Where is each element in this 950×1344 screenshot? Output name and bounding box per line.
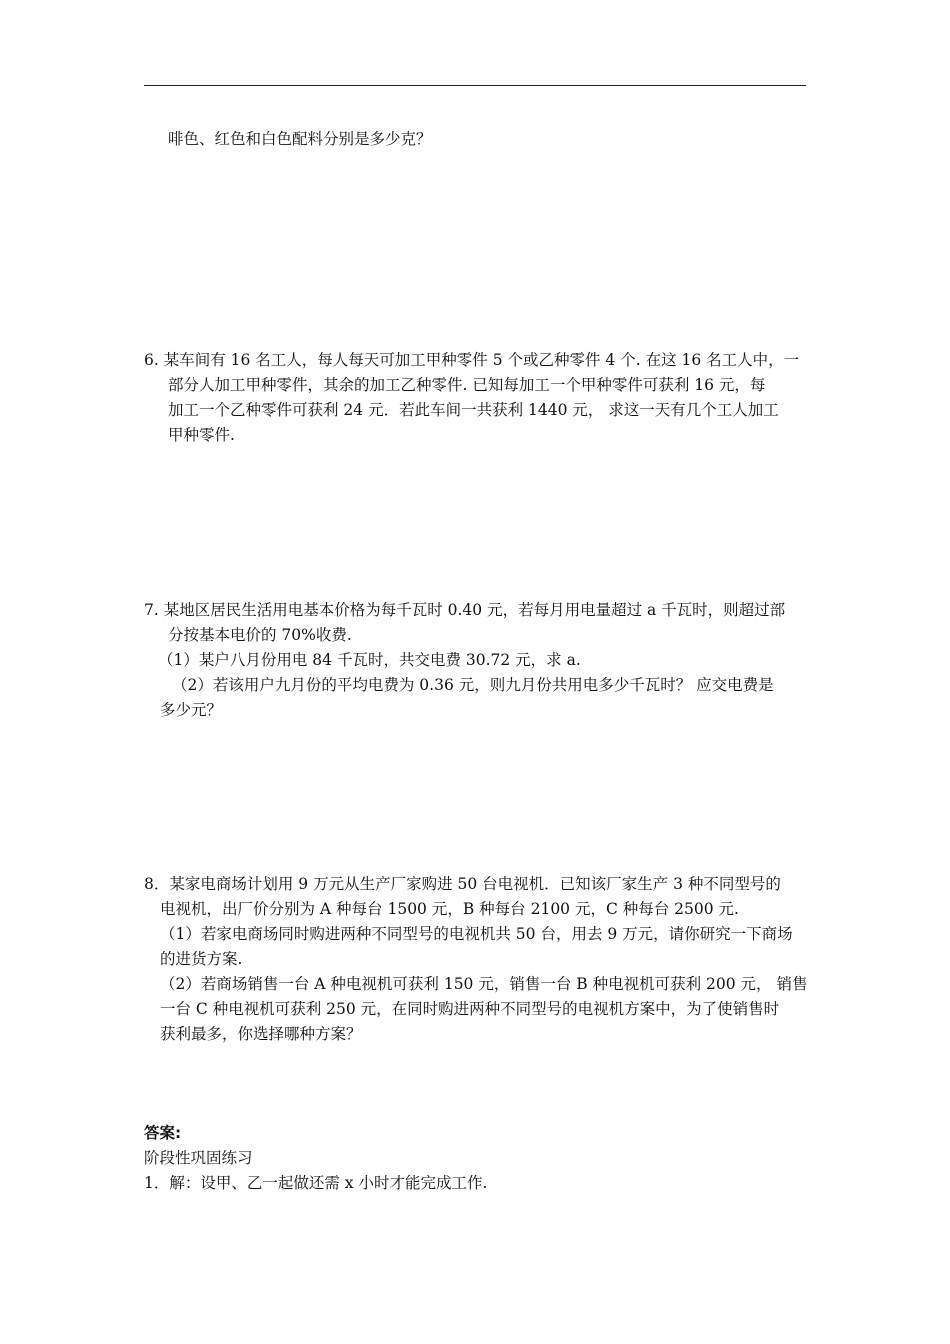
q7-line: （2）若该用户九月份的平均电费为 0.36 元，则九月份共用电多少千瓦时？ 应交电费是 — [172, 676, 774, 694]
q8-line: 电视机，出厂价分别为 A 种每台 1500 元，B 种每台 2100 元，C 种每台 2500 元. — [160, 900, 739, 918]
q7-line: 分按基本电价的 70%收费. — [168, 626, 352, 644]
q6-line: 6. 某车间有 16 名工人，每人每天可加工甲种零件 5 个或乙种零件 4 个. 在这 16 名工人中，一 — [144, 351, 800, 369]
q5-tail: 啡色、红色和白色配料分别是多少克？ — [168, 130, 432, 148]
q7-line: 多少元？ — [160, 701, 223, 719]
q8-line: 一台 C 种电视机可获利 250 元，在同时购进两种不同型号的电视机方案中，为了使销售时 — [160, 1000, 780, 1018]
q6-line: 加工一个乙种零件可获利 24 元．若此车间一共获利 1440 元， 求这一天有几个工人加工 — [168, 401, 779, 419]
q6-line: 部分人加工甲种零件，其余的加工乙种零件. 已知每加工一个甲种零件可获利 16 元，每 — [168, 376, 766, 394]
q8-line: 获利最多，你选择哪种方案？ — [160, 1025, 362, 1043]
q8-line: （2）若商场销售一台 A 种电视机可获利 150 元，销售一台 B 种电视机可获利 200 元， 销售 — [160, 975, 808, 993]
q7-line: （1）某户八月份用电 84 千瓦时，共交电费 30.72 元，求 a. — [158, 651, 581, 669]
q7-line: 7. 某地区居民生活用电基本价格为每千瓦时 0.40 元，若每月用电量超过 a 千瓦时，则超过部 — [144, 601, 786, 619]
q6-line: 甲种零件. — [168, 426, 235, 444]
q8-line: 8．某家电商场计划用 9 万元从生产厂家购进 50 台电视机．已知该厂家生产 3 种不同型号的 — [144, 875, 781, 893]
q8-line: 的进货方案. — [160, 950, 243, 968]
q8-line: （1）若家电商场同时购进两种不同型号的电视机共 50 台，用去 9 万元，请你研究一下商场 — [160, 925, 793, 943]
answers-section-title: 阶段性巩固练习 — [144, 1149, 253, 1167]
answer-line: 1．解：设甲、乙一起做还需 x 小时才能完成工作. — [144, 1174, 488, 1192]
answers-heading: 答案: — [144, 1124, 182, 1142]
header-rule — [144, 85, 806, 86]
